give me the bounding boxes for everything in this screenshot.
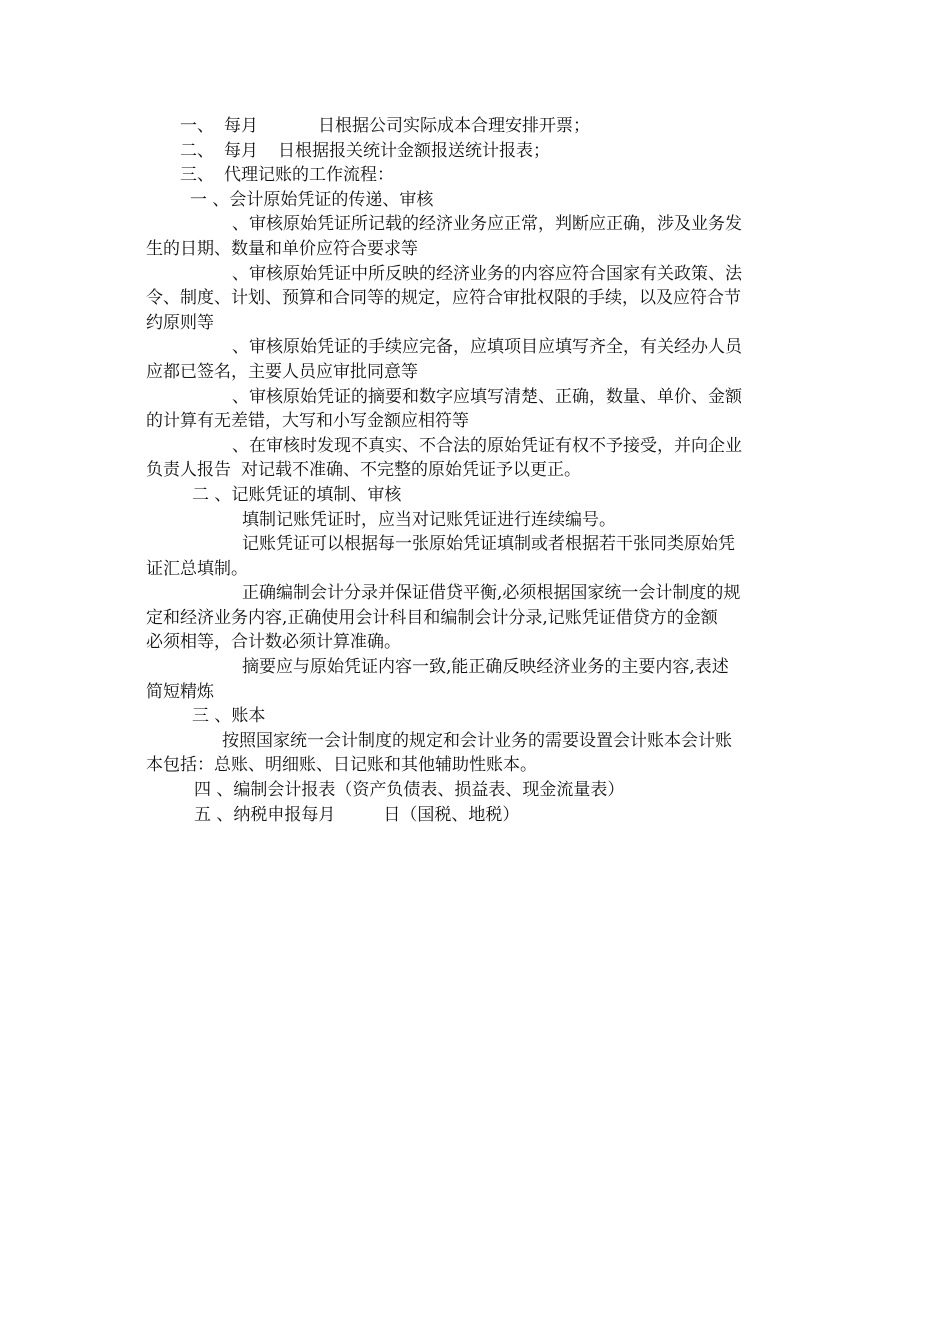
list-item-1: 一、 每月 日根据公司实际成本合理安排开票； — [180, 116, 590, 136]
paragraph-line: 填制记账凭证时，应当对记账凭证进行连续编号。 — [242, 509, 616, 530]
paragraph-line: 负责人报告 对记载不准确、不完整的原始凭证予以更正。 — [146, 460, 581, 481]
paragraph-line: 的计算有无差错，大写和小写金额应相符等 — [146, 411, 469, 432]
paragraph-line: 简短精炼 — [146, 681, 214, 702]
list-item-2: 二、 每月 日根据报关统计金额报送统计报表； — [180, 140, 550, 161]
list-item-3: 三、 代理记账的工作流程： — [180, 165, 394, 186]
paragraph-line: 约原则等 — [146, 312, 214, 333]
section-heading-1: 一 、会计原始凭证的传递、审核 — [190, 189, 434, 210]
paragraph-line: 定和经济业务内容,正确使用会计科目和编制会计分录,记账凭证借贷方的金额 — [146, 607, 718, 628]
section-heading-2: 二 、记账凭证的填制、审核 — [192, 484, 402, 505]
section-heading-4: 四 、编制会计报表（资产负债表、损益表、现金流量表） — [194, 780, 625, 801]
paragraph-line: 本包括：总账、明细账、日记账和其他辅助性账本。 — [146, 755, 537, 776]
paragraph-line: 证汇总填制。 — [146, 558, 248, 579]
paragraph-line: 、审核原始凭证的摘要和数字应填写清楚、正确，数量、单价、金额 — [232, 386, 742, 407]
paragraph-line: 记账凭证可以根据每一张原始凭证填制或者根据若干张同类原始凭 — [242, 534, 735, 555]
paragraph-line: 应都已签名，主要人员应审批同意等 — [146, 361, 418, 382]
paragraph-line: 必须相等，合计数必须计算准确。 — [146, 632, 401, 653]
paragraph-line: 、审核原始凭证所记载的经济业务应正常，判断应正确，涉及业务发 — [232, 214, 742, 235]
paragraph-line: 、在审核时发现不真实、不合法的原始凭证有权不予接受，并向企业 — [232, 435, 742, 456]
paragraph-line: 令、制度、计划、预算和合同等的规定，应符合审批权限的手续，以及应符合节 — [146, 288, 741, 309]
paragraph-line: 正确编制会计分录并保证借贷平衡,必须根据国家统一会计制度的规 — [242, 583, 741, 604]
paragraph-line: 按照国家统一会计制度的规定和会计业务的需要设置会计账本会计账 — [222, 730, 732, 751]
paragraph-line: 、审核原始凭证中所反映的经济业务的内容应符合国家有关政策、法 — [232, 263, 742, 284]
section-heading-3: 三 、账本 — [192, 706, 266, 727]
section-heading-5: 五 、纳税申报每月 日（国税、地税） — [194, 804, 520, 825]
paragraph-line: 生的日期、数量和单价应符合要求等 — [146, 238, 418, 259]
paragraph-line: 摘要应与原始凭证内容一致,能正确反映经济业务的主要内容,表述 — [242, 657, 729, 678]
paragraph-line: 、审核原始凭证的手续应完备，应填项目应填写齐全，有关经办人员 — [232, 337, 742, 358]
document-body — [146, 114, 812, 827]
